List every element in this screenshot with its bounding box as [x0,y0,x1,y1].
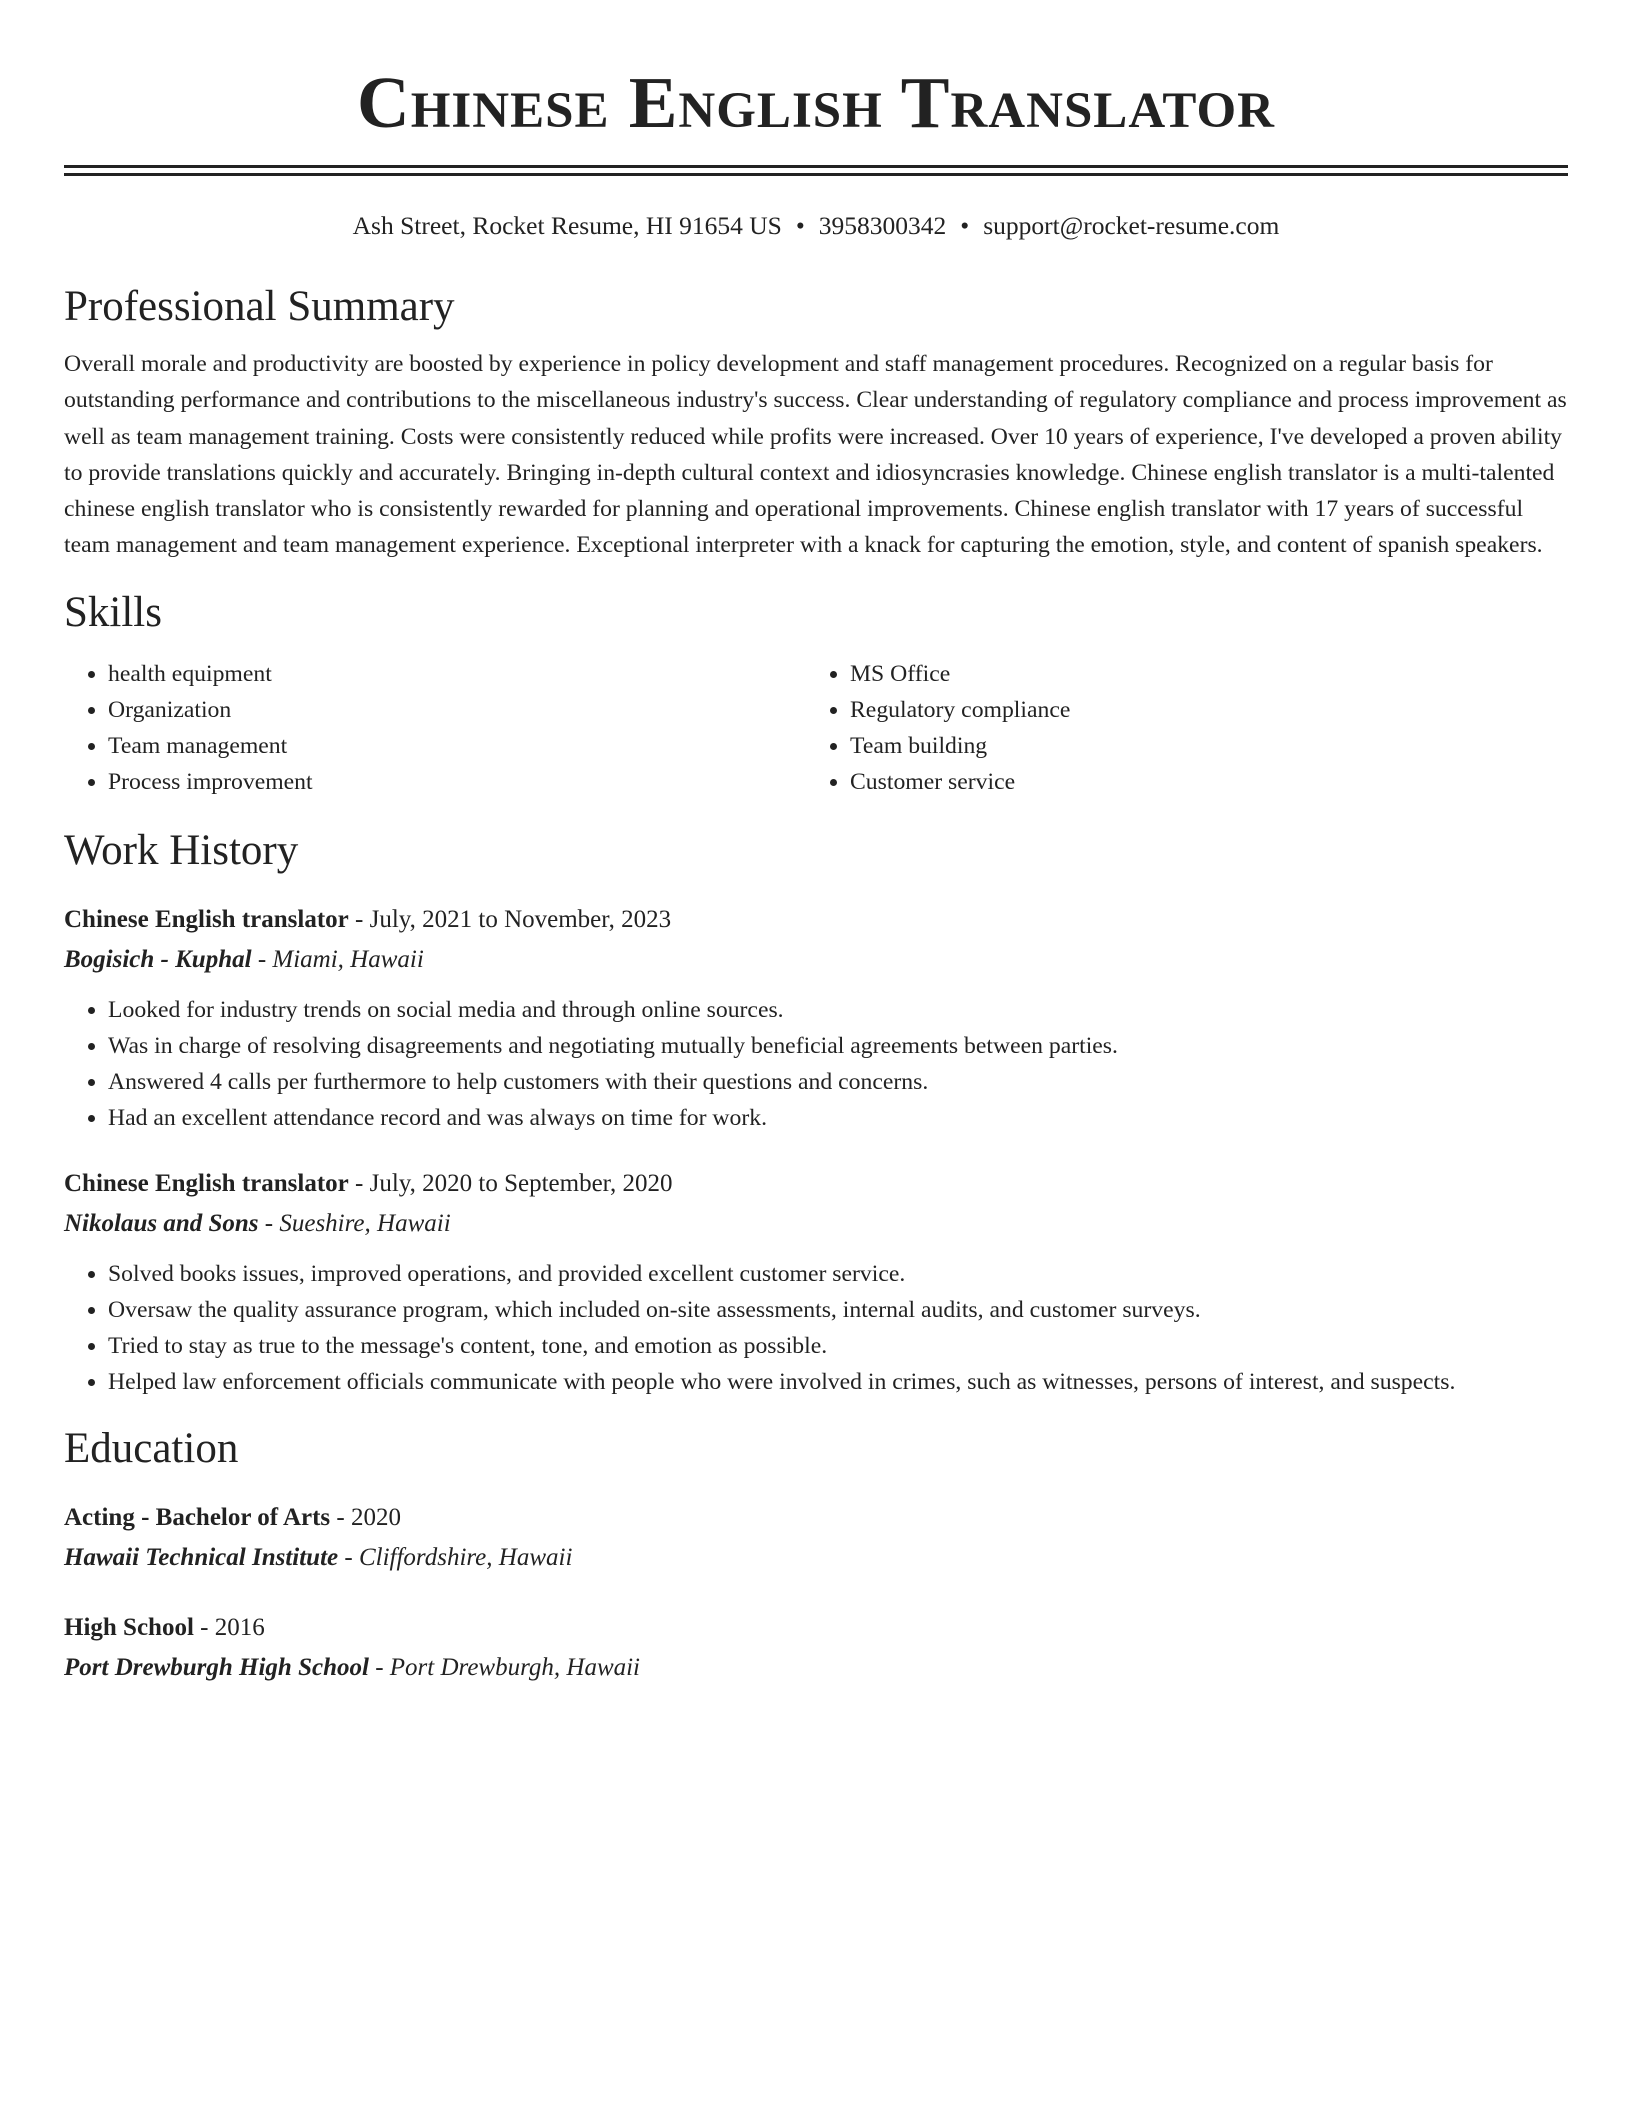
education-heading: Education [64,1424,239,1472]
education-school: Hawaii Technical Institute [64,1543,339,1571]
job-title-line [64,900,1568,940]
education-degree: High School [64,1613,194,1641]
title-divider [64,165,1568,176]
summary-heading: Professional Summary [64,283,455,330]
contact-separator: • [960,211,970,240]
skill-item: • Customer service [850,764,1548,800]
work-history-heading: Work History [64,826,299,874]
education-school-line [64,1648,1568,1688]
job-bullet: • Solved books issues, improved operations, and provided excellent customer service. [108,1256,1568,1292]
resume-title: Chinese English Translator [357,62,1275,143]
job-bullet: • Tried to stay as true to the message's content, tone, and emotion as possible. [108,1328,1568,1364]
contact-line [64,210,1568,242]
skills-list [64,656,1568,800]
skill-item: • MS Office [850,656,1548,692]
education-location: - Port Drewburgh, Hawaii [368,1653,641,1681]
education-entry [64,1608,1568,1688]
education-year: - 2016 [193,1613,265,1641]
skills-column-right [806,656,1548,800]
education-degree-line [64,1608,1568,1648]
skill-item: • Team management [108,728,806,764]
job-bullet: • Oversaw the quality assurance program, which included on-site assessments, internal audits, and customer surveys. [108,1292,1568,1328]
job-company: Nikolaus and Sons [64,1209,259,1237]
job-dates: - July, 2021 to November, 2023 [348,905,672,933]
skill-item: • Process improvement [108,764,806,800]
job-bullet: • Helped law enforcement officials communicate with people who were involved in crimes, such as witnesses, persons of interest, and suspects. [108,1364,1568,1400]
skills-heading: Skills [64,588,162,636]
job-bullet: • Was in charge of resolving disagreements and negotiating mutually beneficial agreements between parties. [108,1028,1568,1064]
contact-separator: • [795,211,805,240]
job-bullets [64,1256,1568,1400]
education-school-line [64,1538,1568,1578]
job-title: Chinese English translator [64,1169,349,1197]
education-degree-line [64,1498,1568,1538]
job-bullet: • Looked for industry trends on social media and through online sources. [108,992,1568,1028]
skill-item: • Regulatory compliance [850,692,1548,728]
education-year: - 2020 [330,1503,401,1531]
job-dates: - July, 2020 to September, 2020 [348,1169,673,1197]
skill-item: • health equipment [108,656,806,692]
summary-text: Overall morale and productivity are boosted by experience in policy development and staff management procedures. Recognized on a regular basis for outstanding performance and contributions to the miscellaneous industry's success. Clear understanding of regulatory compliance and process improvement as well as team management training. Costs were consistently reduced while profits were increased. Over 10 years of experience, I've developed a proven ability to provide translations quickly and accurately. Bringing in-depth cultural context and idiosyncrasies knowledge. Chinese english translator is a multi-talented chinese english translator who is consistently rewarded for planning and operational improvements. Chinese english translator with 17 years of successful team management and team management experience. Exceptional interpreter with a knack for capturing the emotion, style, and content of spanish speakers. [64,351,1567,559]
job-bullet: • Had an excellent attendance record and was always on time for work. [108,1100,1568,1136]
skill-item: • Team building [850,728,1548,764]
contact-email: support@rocket-resume.com [983,211,1280,240]
job-company: Bogisich - Kuphal [64,945,252,973]
education-location: - Cliffordshire, Hawaii [338,1543,573,1571]
job-location: - Sueshire, Hawaii [258,1209,451,1237]
skills-column-left [64,656,806,800]
job-entry [64,1164,1568,1400]
education-school: Port Drewburgh High School [64,1653,369,1681]
job-company-line [64,940,1568,980]
job-entry [64,900,1568,1136]
job-title: Chinese English translator [64,905,349,933]
contact-address: Ash Street, Rocket Resume, HI 91654 US [352,211,782,240]
job-bullets [64,992,1568,1136]
job-company-line [64,1204,1568,1244]
job-bullet: • Answered 4 calls per furthermore to help customers with their questions and concerns. [108,1064,1568,1100]
education-entry [64,1498,1568,1578]
contact-phone: 3958300342 [818,211,947,240]
job-title-line [64,1164,1568,1204]
skill-item: • Organization [108,692,806,728]
job-location: - Miami, Hawaii [251,945,424,973]
education-degree: Acting - Bachelor of Arts [64,1503,331,1531]
